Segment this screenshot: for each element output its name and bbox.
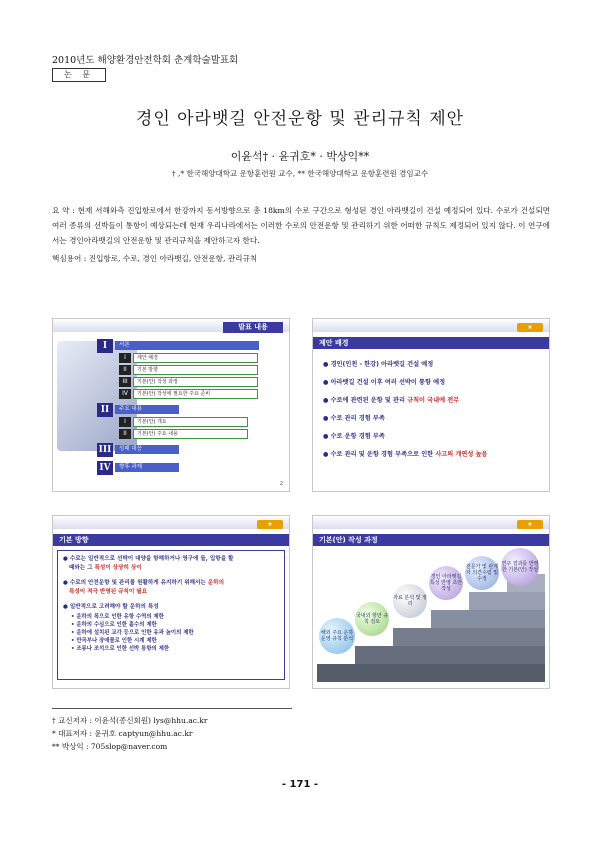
section-label: 향후 과제 — [115, 463, 179, 472]
sub-bullet-text: 만곡부나 장애물로 인한 시계 제한 — [76, 638, 157, 644]
slide-header: 기본(안) 작성 과정 — [319, 536, 378, 544]
subsection-numeral: IV — [119, 389, 131, 399]
slide-background — [312, 318, 550, 492]
section-numeral: I — [97, 339, 113, 353]
slide-top-band — [53, 516, 289, 529]
university-logo: ★ — [517, 323, 543, 332]
subsection-label: 기본(안) 작성 과정 — [133, 377, 258, 387]
bullet-highlight: 특성이 적극 반영된 규칙이 필요 — [69, 589, 148, 595]
subsection-numeral: I — [119, 417, 131, 427]
footnote: † 교신저자 : 이윤석(종신회원) lys@hhu.ac.kr — [52, 716, 208, 725]
bullet-highlight: 운하의 — [207, 580, 224, 586]
bullet-item: ● 수로 운항 경험 부족 — [323, 433, 385, 440]
slide-header-band — [313, 534, 549, 546]
bullet-text: 일반적으로 고려해야 할 운하의 특성 — [69, 604, 159, 610]
sub-bullet: • 조류나 조석으로 인한 선박 통항의 제한 — [71, 646, 170, 652]
sub-bullet: • 운하의 수심으로 인한 흘수의 제한 — [71, 622, 157, 628]
paper-title: 경인 아라뱃길 안전운항 및 관리규칙 제안 — [135, 109, 465, 129]
slide-header-band — [313, 337, 549, 349]
bullet-highlight: 사고의 개연성 높음 — [435, 451, 488, 458]
slide-title: 발표 내용 — [223, 322, 283, 333]
university-logo: ★ — [257, 520, 283, 529]
bullet-text: 수로의 안전운항 및 관리를 원활하게 유지하기 위해서는 — [69, 580, 208, 586]
slide-basic-direction — [52, 515, 290, 689]
sub-bullet: • 운하에 설치된 교각 등으로 인한 유과 높이의 제한 — [71, 630, 194, 636]
university-logo: ★ — [517, 520, 543, 529]
sub-bullet-text: 조류나 조석으로 인한 선박 통항의 제한 — [76, 646, 170, 652]
bullet-item: ● 아라뱃길 건설 이후 여러 선박이 통항 예정 — [323, 379, 446, 386]
sub-bullet: • 만곡부나 장애물로 인한 시계 제한 — [71, 638, 157, 644]
bullet-text: 때와는 그 — [69, 565, 95, 571]
section-numeral: II — [97, 403, 113, 417]
subsection-label: 기본(안) 작성에 필요한 주요 준비 — [133, 389, 258, 399]
footnote: * 대표저자 : 윤귀호 captyun@hhu.ac.kr — [52, 729, 193, 738]
bullet-continuation — [69, 587, 147, 595]
bullet-highlight: 규칙이 국내에 전무 — [407, 397, 460, 404]
slide-page-number: 2 — [279, 481, 283, 487]
abstract: 요 약 : 현재 서해와측 진입항로에서 한강까지 동서방향으로 총 18km의 수로 구간으로 형성된 경인 아라뱃길이 건설 예정되어 있다. 수로가 건설되면 여러 종류의 선박들이 통항이 예상되는데 현재 우리나라에서는 이러한 수로의 안전운항 및 관리하기 위한 어떠한 규칙도 제정되어 있지 않다. 이 연구에서는 경인아라뱃길의 안전운항 및 관리규칙을 제안하고자 한다. — [52, 206, 550, 245]
sub-bullet-text: 운하에 설치된 교각 등으로 인한 유과 높이의 제한 — [76, 630, 194, 636]
paper-type-badge: 논 문 — [52, 68, 106, 82]
process-circle: 자료 분석 및 정리 — [393, 584, 427, 618]
author-list: 이윤석† · 윤귀호* · 박상익** — [230, 150, 370, 163]
section-numeral: III — [98, 445, 112, 455]
page-number: - 171 - — [281, 779, 319, 790]
stair-step — [393, 628, 545, 646]
sub-bullet: • 운하의 폭으로 인한 유항 수역의 제한 — [71, 614, 164, 620]
section-label: 주요 내용 — [115, 405, 179, 414]
bullet-continuation — [69, 563, 142, 571]
slide-process — [312, 515, 550, 689]
bullet-item: ● 일반적으로 고려해야 할 운하의 특성 — [63, 604, 159, 610]
process-circle: 해외 주요 운하 운영 규칙 분석 — [319, 618, 355, 654]
subsection-numeral: III — [119, 377, 131, 387]
bullet-text: 아라뱃길 건설 이후 여러 선박이 통항 예정 — [330, 379, 446, 386]
bullet-item: ● 수로 관리 및 운항 경험 부족으로 인한 사고의 개연성 높음 — [323, 451, 488, 458]
bullet-item: ● 경인(인천 - 한강) 아라뱃길 건설 예정 — [323, 361, 434, 368]
subsection-label: 기본 방향 — [133, 365, 258, 375]
bullet-item: ● 수로 관리 경험 부족 — [323, 415, 385, 422]
conference-name: 2010년도 해양환경안전학회 춘계학술발표회 — [52, 55, 239, 66]
bullet-text: 수로 관리 경험 부족 — [330, 415, 385, 422]
slide-header: 제안 배경 — [319, 339, 349, 347]
footnotes — [52, 714, 207, 753]
sub-bullet-text: 운하의 수심으로 인한 흘수의 제한 — [76, 622, 157, 628]
subsection-numeral: I — [119, 353, 131, 363]
stair-step — [469, 592, 545, 610]
subsection-label: 기본(안) 주요 내용 — [133, 429, 248, 439]
bullet-text: 경인(인천 - 한강) 아라뱃길 건설 예정 — [330, 361, 434, 368]
section-label: 성패 대응 — [115, 445, 179, 454]
process-circle: 연구 결과를 반영한 기본(안) 작성 — [501, 548, 539, 586]
process-circle: 전문가 및 관계자 의견수렴 및 수정 — [465, 556, 499, 590]
author-affiliation: † ,* 한국해양대학교 운항훈련원 교수, ** 한국해양대학교 운항훈련원 겸임교수 — [171, 169, 429, 178]
section-label: 서론 — [115, 341, 259, 350]
slide-top-band — [313, 516, 549, 529]
footnote-divider — [52, 708, 292, 709]
subsection-numeral: II — [119, 429, 131, 439]
slide-header: 기본 방향 — [59, 536, 89, 544]
stair-step — [355, 646, 545, 664]
bullet-item: ● 수로에 관련된 운항 및 관리 규칙이 국내에 전무 — [323, 397, 460, 404]
bullet-item: ● 수로의 안전운항 및 관리를 원활하게 유지하기 위해서는 운하의 — [63, 580, 224, 586]
stair-step — [317, 664, 545, 682]
subsection-numeral: II — [119, 365, 131, 375]
bullet-text: 수로에 관련된 운항 및 관리 — [330, 397, 408, 404]
bullet-highlight: 특성이 상당히 상이 — [94, 565, 142, 571]
footnote: ** 박상익 : 705slop@naver.com — [52, 742, 168, 751]
slide-header-band — [53, 534, 289, 546]
subsection-label: 기본(안) 개요 — [133, 417, 248, 427]
subsection-label: 제안 배경 — [133, 353, 258, 363]
bullet-text: 수로 관리 및 운항 경험 부족으로 인한 — [330, 451, 436, 458]
process-circle: 경인 아라뱃길 특성 반영 초안 작성 — [429, 566, 463, 600]
sub-bullet-text: 운하의 폭으로 인한 유항 수역의 제한 — [76, 614, 164, 620]
slide-outline — [52, 318, 290, 492]
keywords: 핵심용어 : 진입항로, 수로, 경인 아라뱃길, 안전운항, 관리규칙 — [52, 254, 258, 263]
slide-top-band — [313, 319, 549, 332]
bullet-item: ● 수로는 일반적으로 선박이 대양을 항해하거나 영구에 들, 입항을 할 — [63, 556, 234, 562]
section-numeral: IV — [97, 461, 113, 475]
process-circle: 국내외 항만 규칙 검토 — [355, 602, 389, 636]
stair-step — [431, 610, 545, 628]
bullet-text: 수로는 일반적으로 선박이 대양을 항해하거나 영구에 들, 입항을 할 — [69, 556, 234, 562]
bullet-text: 수로 운항 경험 부족 — [330, 433, 385, 440]
